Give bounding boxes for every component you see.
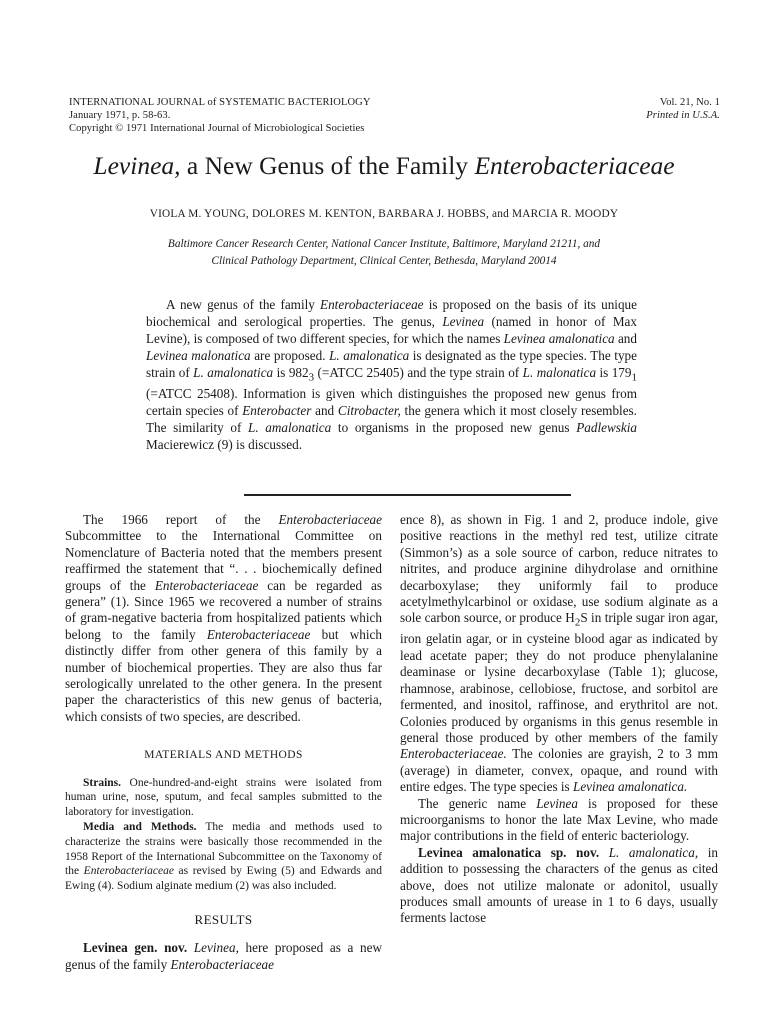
media-paragraph: Media and Methods. The media and methods used to characterize the strains were basically those recommended in the 1958 Report of the International Subcommittee on the Taxonomy of the Enterobacteriaceae as revised by Ewing (5) and Edwards and Ewing (4). Sodium alginate medium (2) was also included.	[65, 821, 382, 893]
body-left-column	[65, 512, 382, 973]
characters-paragraph: ence 8), as shown in Fig. 1 and 2, produce indole, give positive reactions in the methyl red test, utilize citrate (Simmon’s) as a sole source of carbon, reduce nitrates to nitrites, and produce arginine dihydrolase and ornithine decarboxylase; they uniformly fail to produce acetylmethylcarbinol or oxidase, use sodium alginate as a sole carbon source, or produce $H_2S$ in triple sugar iron agar, iron gelatin agar, or in cysteine blood agar as indicated by lead acetate paper; they do not produce phenylalanine deaminase or lysine decarboxylase (Table 1); glucose, rhamnose, arabinose, cellobiose, fructose, and sorbitol are fermented, and inositol, raffinose, and erythritol are not. Colonies produced by organisms in this genus resemble in general those produced by other members of the family Enterobacteriaceae. The colonies are grayish, 2 to 3 mm (average) in diameter, convex, opaque, and round with entire edges. The type species is Levinea amalonatica.	[400, 512, 718, 795]
issue-date-pages: January 1971, p. 58-63.	[69, 110, 171, 121]
volume-info	[646, 96, 720, 122]
journal-name: INTERNATIONAL JOURNAL of SYSTEMATIC BACTERIOLOGY	[69, 97, 371, 108]
affiliation-line-2: Clinical Pathology Department, Clinical Center, Bethesda, Maryland 20014	[211, 255, 557, 267]
materials-methods-heading: MATERIALS AND METHODS	[144, 749, 303, 762]
journal-header	[69, 96, 489, 135]
article-title	[30, 150, 738, 182]
abstract	[146, 297, 637, 454]
copyright-line: Copyright © 1971 International Journal of Microbiological Societies	[69, 123, 365, 134]
printed-location: Printed in U.S.A.	[646, 110, 720, 121]
author-list: VIOLA M. YOUNG, DOLORES M. KENTON, BARBARA J. HOBBS, and MARCIA R. MOODY	[149, 208, 619, 220]
species-paragraph: Levinea amalonatica sp. nov. L. amalonatica, in addition to possessing the characters of the genus as cited above, does not utilize malonate or adonitol, usually produces small amounts of urease in 1 to 6 days, usually ferments lactose	[400, 844, 718, 926]
body-right-column	[400, 512, 718, 927]
abstract-text: A new genus of the family Enterobacteriaceae is proposed on the basis of its unique biochemical and serological properties. The genus, Levinea (named in honor of Max Levine), is composed of two different species, for which the names Levinea amalonatica and Levinea malonatica are proposed. L. amalonatica is designated as the type species. The type strain of L. amalonatica is $982_3$ (=ATCC 25405) and the type strain of L. malonatica is $179_1$ (=ATCC 25408). Information is given which distinguishes the proposed new genus from certain species of Enterobacter and Citrobacter, the genera which it most closely resembles. The similarity of L. amalonatica to organisms in the proposed new genus Padlewskia Macierewicz (9) is discussed.	[146, 297, 638, 452]
title-genus: Levinea,	[93, 151, 181, 180]
methods-section	[65, 776, 382, 894]
affiliations	[60, 236, 708, 270]
affiliation-line-1: Baltimore Cancer Research Center, National Cancer Institute, Baltimore, Maryland 21211, and	[167, 238, 601, 250]
results-heading: RESULTS	[194, 912, 253, 928]
intro-paragraph: The 1966 report of the Enterobacteriaceae Subcommittee to the International Committee on Nomenclature of Bacteria noted that the members present reaffirmed the statement that “. . . biochemically defined groups of the Enterobacteriaceae can be regarded as genera” (1). Since 1965 we recovered a number of strains of gram-negative bacteria from hospitalized patients which belong to the family Enterobacteriaceae but which distinctly differ from other genera of this family by a number of biochemical properties. They are also thus far serologically unrelated to the other genera. In the present paper the characteristics of this new genus of bacteria, which consists of two species, are described.	[65, 512, 383, 724]
strains-paragraph: Strains. One-hundred-and-eight strains were isolated from human urine, nose, sputum, and fecal samples submitted to the laboratory for investigation.	[65, 776, 382, 819]
genus-paragraph: Levinea gen. nov. Levinea, here proposed as a new genus of the family Enterobacteriaceae	[65, 940, 382, 972]
title-middle: a New Genus of the Family	[180, 151, 475, 180]
generic-name-paragraph: The generic name Levinea is proposed for these microorganisms to honor the late Max Levine, who made major contributions in the field of enteric bacteriology.	[400, 795, 718, 844]
volume-number: Vol. 21, No. 1	[659, 97, 720, 108]
title-family: Enterobacteriaceae	[474, 151, 675, 180]
section-divider	[244, 494, 571, 496]
